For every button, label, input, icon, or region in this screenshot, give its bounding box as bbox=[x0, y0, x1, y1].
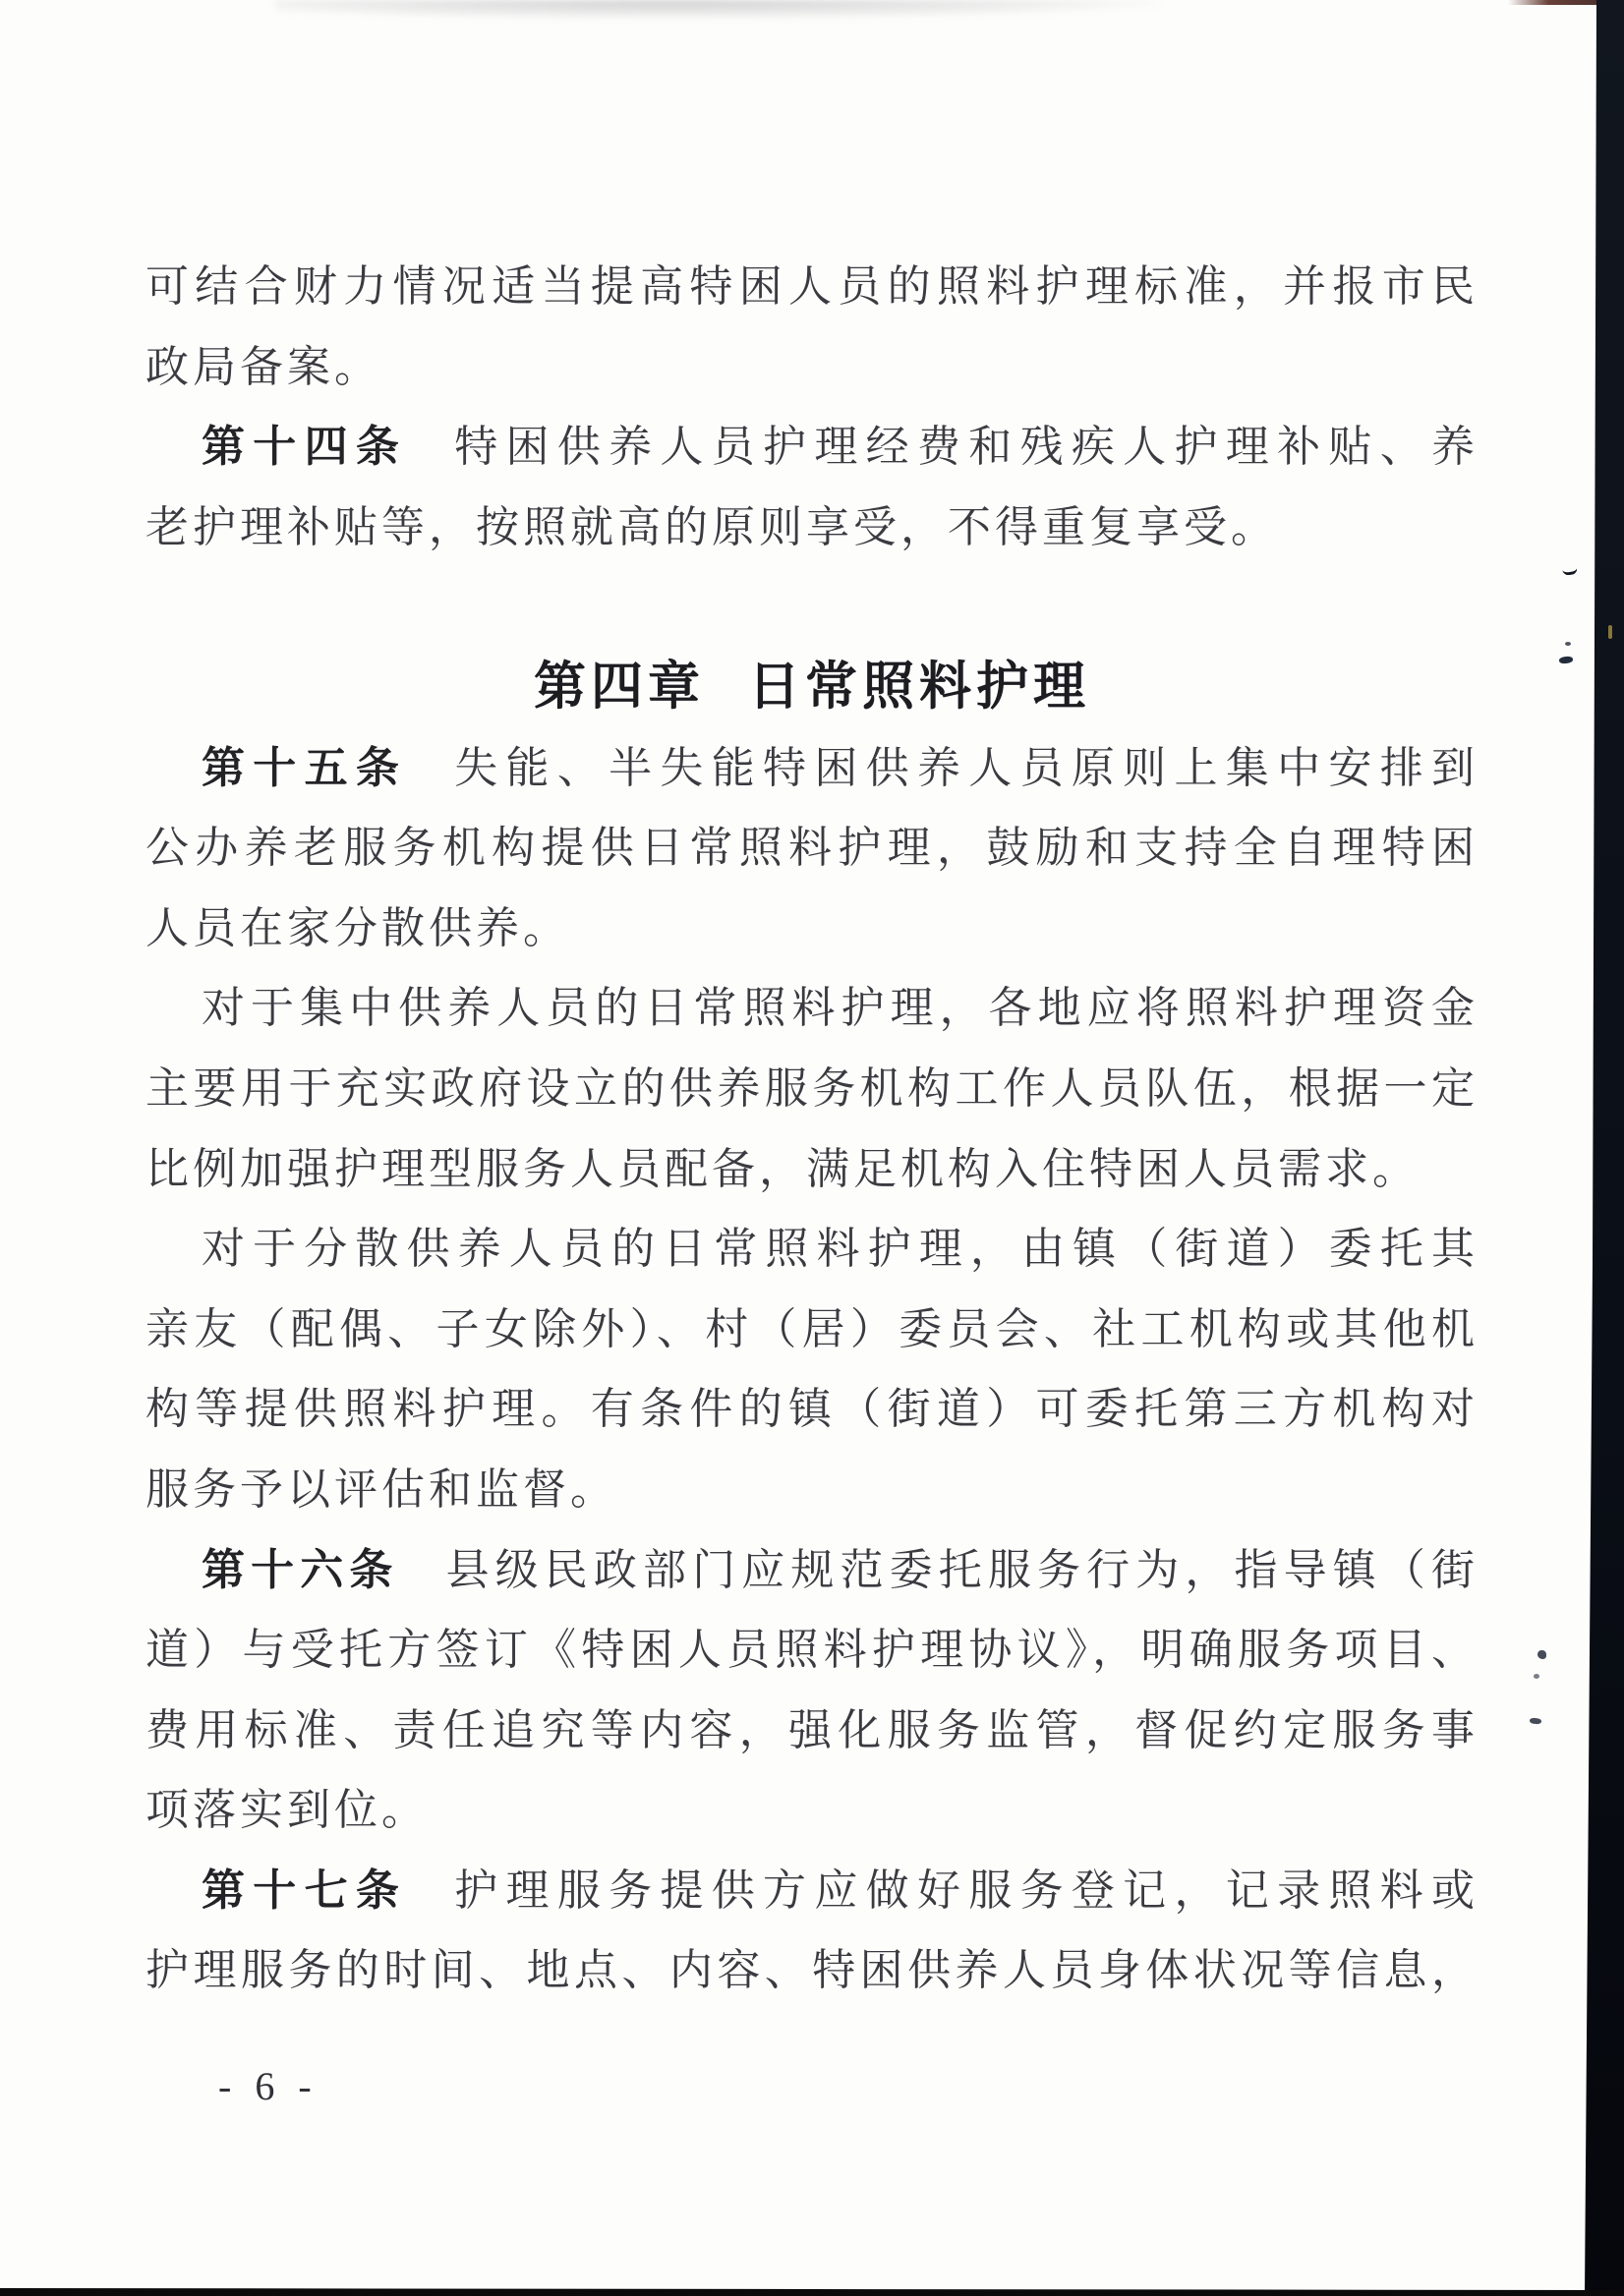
scan-edge-bottom bbox=[0, 2287, 1624, 2296]
text-line bbox=[145, 1049, 1479, 1129]
line-text: 服务予以评估和监督。 bbox=[145, 1464, 617, 1514]
scan-edge-glint bbox=[1608, 625, 1612, 639]
line-text: 护理服务的时间、地点、内容、特困供养人员身体状况等信息， bbox=[145, 1946, 1479, 1995]
article-number: 第十七条 bbox=[202, 1866, 408, 1915]
line-text: 县级民政部门应规范委托服务行为，指导镇（街 bbox=[445, 1545, 1479, 1594]
line-text: 构等提供照料护理。有条件的镇（街道）可委托第三方机构对 bbox=[145, 1385, 1479, 1434]
text-line bbox=[145, 1610, 1479, 1691]
line-text: 主要用于充实政府设立的供养服务机构工作人员队伍，根据一定 bbox=[145, 1063, 1479, 1113]
text-line-article-16 bbox=[145, 1530, 1479, 1611]
text-line-article-17 bbox=[145, 1851, 1479, 1931]
text-line bbox=[145, 327, 1479, 408]
chapter-number: 第四章 bbox=[534, 658, 705, 716]
page-number: - 6 - bbox=[218, 2064, 319, 2108]
document-body bbox=[145, 247, 1479, 2011]
line-text: 比例加强护理型服务人员配备，满足机构入住特困人员需求。 bbox=[145, 1144, 1420, 1193]
text-line bbox=[145, 1290, 1479, 1370]
text-line bbox=[145, 1770, 1479, 1851]
scan-edge-right bbox=[1583, 0, 1624, 2296]
text-line bbox=[145, 1691, 1479, 1771]
text-line bbox=[145, 488, 1479, 568]
line-text: 公办养老服务机构提供日常照料护理，鼓励和支持全自理特困 bbox=[145, 824, 1479, 873]
ink-speck bbox=[1561, 559, 1578, 576]
text-line bbox=[145, 1930, 1479, 2011]
text-line bbox=[145, 1369, 1479, 1450]
line-text: 亲友（配偶、子女除外）、村（居）委员会、社工机构或其他机 bbox=[145, 1304, 1479, 1353]
line-text: 政局备案。 bbox=[145, 342, 381, 391]
blank-line bbox=[145, 567, 1479, 648]
text-line bbox=[145, 808, 1479, 889]
text-line bbox=[145, 1209, 1479, 1290]
line-text: 可结合财力情况适当提高特困人员的照料护理标准，并报市民 bbox=[145, 262, 1479, 311]
chapter-title: 日常照料护理 bbox=[748, 658, 1090, 716]
chapter-heading bbox=[145, 648, 1479, 728]
text-line bbox=[145, 1450, 1479, 1530]
line-text: 老护理补贴等，按照就高的原则享受，不得重复享受。 bbox=[145, 502, 1278, 551]
article-number: 第十四条 bbox=[202, 423, 408, 472]
line-text: 失能、半失能特困供养人员原则上集中安排到 bbox=[454, 743, 1479, 792]
line-text: 对于分散供养人员的日常照料护理，由镇（街道）委托其 bbox=[202, 1225, 1479, 1274]
text-line bbox=[145, 1129, 1479, 1210]
text-line bbox=[145, 968, 1479, 1049]
article-number: 第十五条 bbox=[202, 743, 408, 792]
text-line-article-14 bbox=[145, 407, 1479, 488]
article-number: 第十六条 bbox=[202, 1545, 399, 1594]
scan-smudge-top bbox=[275, 0, 1160, 20]
ink-speck bbox=[1559, 656, 1574, 663]
line-text: 项落实到位。 bbox=[145, 1786, 429, 1835]
ink-speck bbox=[1537, 1650, 1546, 1659]
line-text: 人员在家分散供养。 bbox=[145, 903, 570, 952]
ink-speck bbox=[1565, 642, 1571, 646]
text-line bbox=[145, 889, 1479, 969]
text-line-article-15 bbox=[145, 728, 1479, 809]
ink-speck bbox=[1534, 1674, 1539, 1679]
text-line bbox=[145, 247, 1479, 327]
line-text: 道）与受托方签订《特困人员照料护理协议》，明确服务项目、 bbox=[145, 1626, 1479, 1675]
ink-speck bbox=[1530, 1717, 1541, 1724]
line-text: 费用标准、责任追究等内容，强化服务监管，督促约定服务事 bbox=[145, 1705, 1479, 1754]
line-text: 护理服务提供方应做好服务登记，记录照料或 bbox=[454, 1866, 1479, 1915]
line-text: 特困供养人员护理经费和残疾人护理补贴、养 bbox=[454, 423, 1479, 472]
line-text: 对于集中供养人员的日常照料护理，各地应将照料护理资金 bbox=[202, 984, 1479, 1033]
